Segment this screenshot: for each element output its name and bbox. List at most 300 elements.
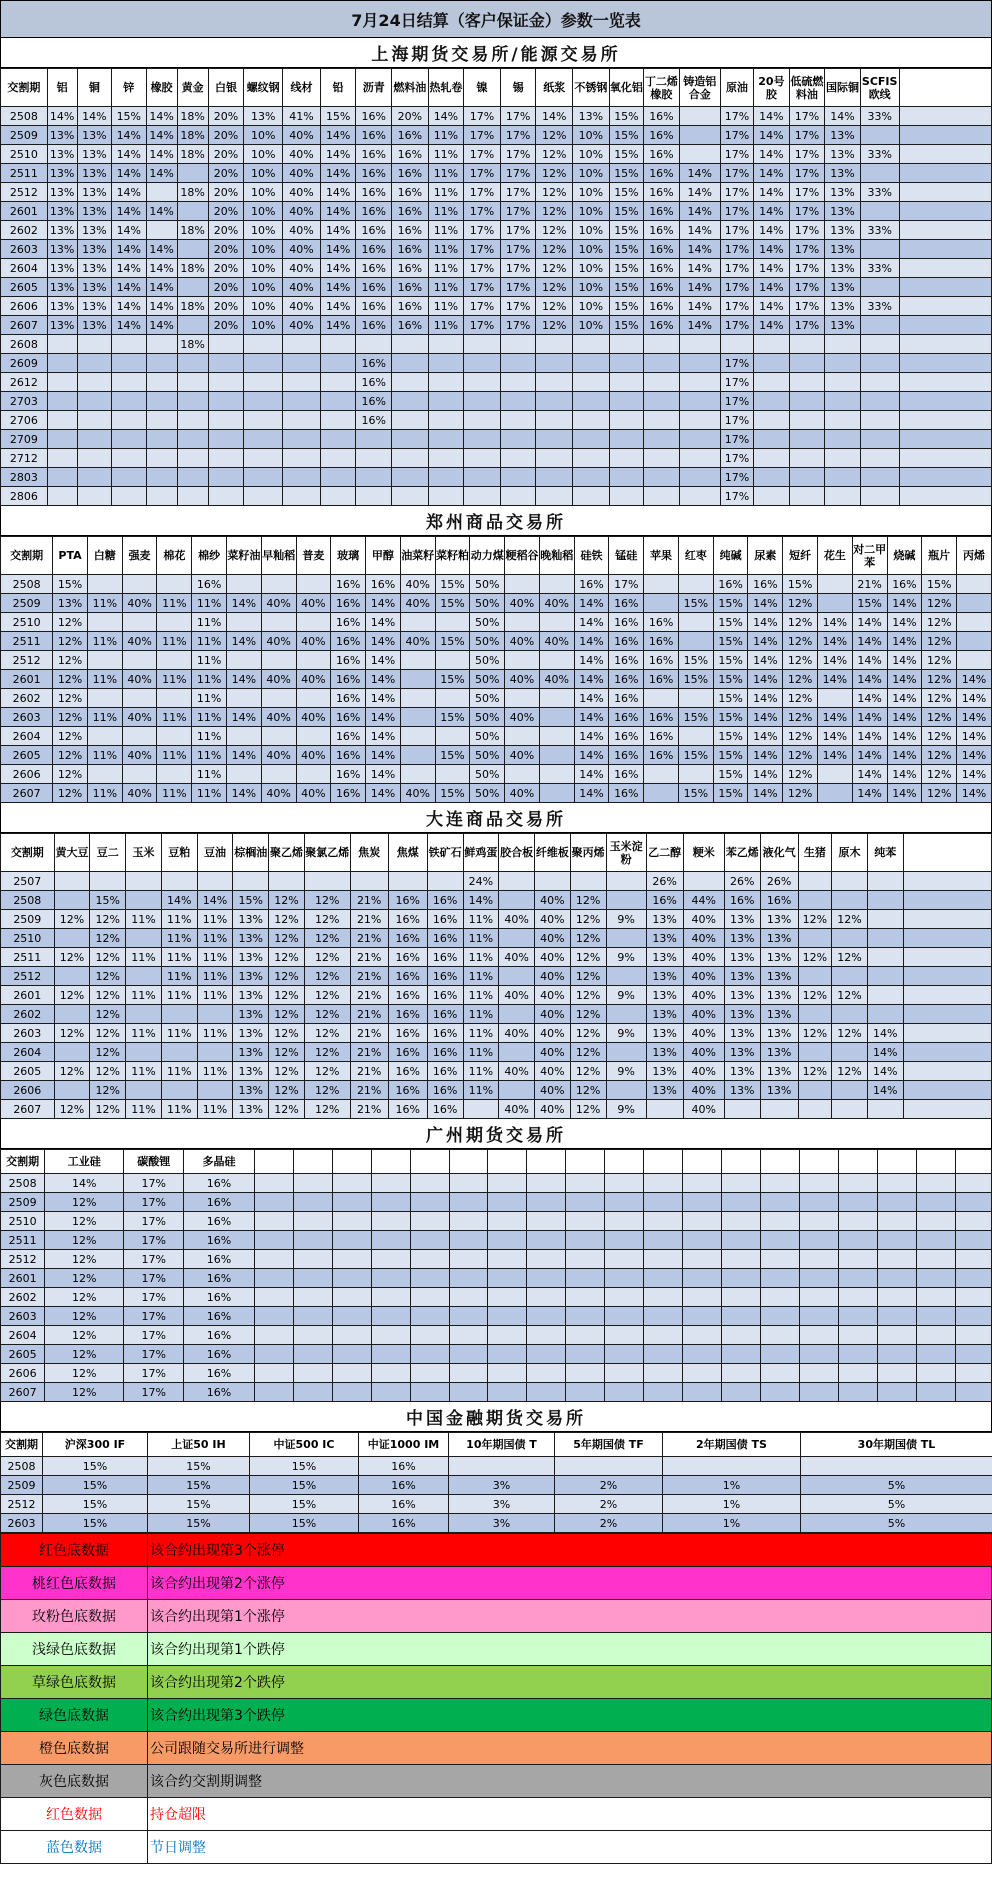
- margin-rate-cell: 40%: [535, 891, 571, 910]
- margin-rate-cell: 13%: [724, 1024, 760, 1043]
- margin-rate-cell: 40%: [499, 1024, 535, 1043]
- margin-rate-cell: [606, 1081, 646, 1100]
- margin-rate-cell: 14%: [574, 765, 609, 784]
- margin-rate-cell: 11%: [197, 929, 233, 948]
- margin-rate-cell: 40%: [296, 784, 331, 803]
- margin-rate-cell: [283, 430, 321, 449]
- margin-rate-cell: [126, 1005, 162, 1024]
- margin-rate-cell: 11%: [197, 910, 233, 929]
- margin-rate-cell: 21%: [350, 948, 388, 967]
- table-row: [1, 1326, 992, 1345]
- margin-rate-cell: [609, 392, 643, 411]
- margin-rate-cell: 16%: [391, 278, 428, 297]
- margin-rate-cell: [500, 354, 536, 373]
- margin-rate-cell: 14%: [957, 727, 992, 746]
- margin-rate-cell: [410, 1364, 449, 1383]
- margin-rate-cell: [488, 1174, 527, 1193]
- margin-rate-cell: [500, 335, 536, 354]
- table-row: [1, 411, 992, 430]
- margin-rate-cell: [878, 1212, 917, 1231]
- margin-rate-cell: 11%: [157, 594, 192, 613]
- margin-rate-cell: 11%: [428, 202, 464, 221]
- margin-rate-cell: [208, 449, 244, 468]
- margin-rate-cell: [112, 411, 146, 430]
- column-header: 菜籽油: [226, 537, 261, 575]
- margin-rate-cell: 40%: [499, 986, 535, 1005]
- margin-rate-cell: 13%: [77, 183, 111, 202]
- margin-rate-cell: 3%: [449, 1495, 555, 1514]
- margin-rate-cell: 40%: [505, 632, 540, 651]
- margin-rate-cell: [254, 1326, 293, 1345]
- column-header: 胶合板: [499, 834, 535, 872]
- margin-rate-cell: [320, 373, 356, 392]
- margin-rate-cell: 16%: [331, 708, 366, 727]
- margin-rate-cell: 21%: [350, 1024, 388, 1043]
- margin-rate-cell: 11%: [192, 594, 227, 613]
- margin-rate-cell: 17%: [720, 354, 753, 373]
- margin-rate-cell: [679, 411, 720, 430]
- column-header: 丙烯: [957, 537, 992, 575]
- margin-rate-cell: 14%: [428, 107, 464, 126]
- margin-rate-cell: [860, 449, 899, 468]
- margin-rate-cell: 16%: [356, 126, 392, 145]
- margin-rate-cell: 15%: [435, 632, 470, 651]
- margin-rate-cell: [226, 613, 261, 632]
- margin-rate-cell: 14%: [818, 651, 853, 670]
- margin-rate-cell: 13%: [646, 1024, 683, 1043]
- margin-rate-cell: 2%: [555, 1476, 663, 1495]
- margin-rate-cell: 14%: [852, 708, 887, 727]
- margin-rate-cell: [573, 392, 610, 411]
- table-row: [1, 1231, 992, 1250]
- delivery-period-cell: 2511: [1, 164, 48, 183]
- margin-rate-cell: 13%: [244, 107, 283, 126]
- margin-rate-cell: [293, 1383, 332, 1402]
- margin-rate-cell: 11%: [87, 746, 122, 765]
- margin-rate-cell: 15%: [713, 594, 748, 613]
- legend-description: 该合约出现第1个涨停: [148, 1600, 992, 1633]
- margin-rate-cell: 12%: [269, 1043, 305, 1062]
- margin-rate-cell: [197, 1081, 233, 1100]
- table-header-row: [1, 69, 992, 107]
- margin-rate-cell: 2%: [555, 1514, 663, 1533]
- margin-rate-cell: 16%: [644, 670, 679, 689]
- margin-rate-cell: [293, 1269, 332, 1288]
- margin-rate-cell: 21%: [350, 967, 388, 986]
- margin-rate-cell: 11%: [428, 145, 464, 164]
- margin-rate-cell: 12%: [570, 1100, 606, 1119]
- margin-rate-cell: [208, 354, 244, 373]
- margin-rate-cell: [683, 872, 724, 891]
- margin-rate-cell: 13%: [47, 126, 77, 145]
- margin-rate-cell: 17%: [464, 316, 501, 335]
- margin-rate-cell: 40%: [122, 784, 157, 803]
- margin-rate-cell: 11%: [161, 1024, 197, 1043]
- margin-rate-cell: [505, 765, 540, 784]
- margin-rate-cell: 17%: [464, 221, 501, 240]
- margin-rate-cell: 17%: [464, 107, 501, 126]
- margin-rate-cell: [449, 1288, 488, 1307]
- margin-rate-cell: 16%: [331, 670, 366, 689]
- margin-rate-cell: [177, 278, 208, 297]
- margin-rate-cell: 16%: [427, 929, 463, 948]
- margin-rate-cell: [371, 1345, 410, 1364]
- margin-rate-cell: [47, 449, 77, 468]
- margin-rate-cell: [54, 929, 90, 948]
- margin-rate-cell: 14%: [748, 746, 783, 765]
- column-header: 豆油: [197, 834, 233, 872]
- margin-rate-cell: [955, 1288, 991, 1307]
- margin-rate-cell: [878, 1364, 917, 1383]
- margin-rate-cell: [955, 1212, 991, 1231]
- margin-rate-cell: [488, 1307, 527, 1326]
- margin-rate-cell: [161, 872, 197, 891]
- margin-rate-cell: [644, 335, 680, 354]
- column-header: 棉花: [157, 537, 192, 575]
- margin-rate-cell: [122, 613, 157, 632]
- margin-rate-cell: [391, 354, 428, 373]
- margin-rate-cell: 13%: [724, 967, 760, 986]
- margin-rate-cell: [867, 872, 903, 891]
- margin-rate-cell: [254, 1364, 293, 1383]
- margin-rate-cell: 11%: [192, 613, 227, 632]
- margin-rate-cell: 44%: [683, 891, 724, 910]
- margin-rate-cell: [798, 872, 832, 891]
- margin-rate-cell: [527, 1288, 566, 1307]
- margin-rate-cell: 12%: [536, 316, 573, 335]
- margin-rate-cell: 14%: [146, 316, 177, 335]
- margin-rate-cell: [566, 1250, 605, 1269]
- margin-rate-cell: 15%: [148, 1476, 250, 1495]
- margin-rate-cell: [957, 613, 992, 632]
- column-header: 红枣: [678, 537, 713, 575]
- margin-rate-cell: [464, 468, 501, 487]
- margin-rate-cell: [722, 1288, 761, 1307]
- margin-rate-cell: 16%: [391, 164, 428, 183]
- margin-rate-cell: [283, 373, 321, 392]
- margin-rate-cell: [878, 1307, 917, 1326]
- margin-rate-cell: [789, 354, 825, 373]
- margin-rate-cell: 16%: [388, 986, 427, 1005]
- margin-rate-cell: 12%: [798, 910, 832, 929]
- margin-rate-cell: [293, 1288, 332, 1307]
- margin-rate-cell: [955, 1307, 991, 1326]
- margin-rate-cell: 12%: [832, 1062, 868, 1081]
- margin-rate-cell: [161, 1005, 197, 1024]
- margin-rate-cell: 40%: [535, 986, 571, 1005]
- margin-rate-cell: 14%: [679, 240, 720, 259]
- margin-rate-cell: 12%: [922, 613, 957, 632]
- margin-rate-cell: 14%: [320, 164, 356, 183]
- column-header: 短纤: [783, 537, 818, 575]
- margin-rate-cell: [500, 430, 536, 449]
- margin-rate-cell: [867, 967, 903, 986]
- margin-rate-cell: [499, 1043, 535, 1062]
- column-header: [332, 1150, 371, 1174]
- margin-rate-cell: [356, 487, 392, 506]
- table-row: [1, 221, 992, 240]
- margin-rate-cell: 14%: [574, 746, 609, 765]
- margin-rate-cell: 15%: [852, 594, 887, 613]
- margin-rate-cell: [410, 1193, 449, 1212]
- margin-rate-cell: 21%: [350, 1005, 388, 1024]
- margin-rate-cell: 16%: [427, 967, 463, 986]
- margin-rate-cell: 17%: [500, 240, 536, 259]
- delivery-period-cell: 2603: [1, 240, 48, 259]
- margin-rate-cell: 11%: [126, 1062, 162, 1081]
- margin-rate-cell: 16%: [359, 1476, 449, 1495]
- column-header: 交割期: [1, 834, 55, 872]
- margin-rate-cell: 17%: [789, 316, 825, 335]
- delivery-period-cell: 2508: [1, 575, 53, 594]
- margin-rate-cell: [208, 487, 244, 506]
- margin-rate-cell: 11%: [428, 164, 464, 183]
- margin-rate-cell: [146, 468, 177, 487]
- margin-rate-cell: [800, 1364, 839, 1383]
- margin-rate-cell: 16%: [760, 891, 798, 910]
- margin-rate-cell: [146, 411, 177, 430]
- legend-label: 蓝色数据: [1, 1831, 148, 1864]
- margin-rate-cell: [47, 411, 77, 430]
- margin-rate-cell: 12%: [304, 1024, 350, 1043]
- margin-rate-cell: 16%: [388, 929, 427, 948]
- margin-rate-cell: [573, 354, 610, 373]
- margin-rate-cell: [573, 468, 610, 487]
- margin-rate-cell: 14%: [852, 689, 887, 708]
- margin-rate-cell: [539, 651, 574, 670]
- delivery-period-cell: 2605: [1, 1345, 45, 1364]
- margin-rate-cell: 40%: [535, 1024, 571, 1043]
- table-row: [1, 1307, 992, 1326]
- delivery-period-cell: 2510: [1, 613, 53, 632]
- margin-rate-cell: [916, 1326, 955, 1345]
- delivery-period-cell: 2508: [1, 1174, 45, 1193]
- margin-rate-cell: 12%: [922, 689, 957, 708]
- margin-rate-cell: [449, 1457, 555, 1476]
- margin-rate-cell: 11%: [463, 1081, 499, 1100]
- margin-rate-cell: [789, 411, 825, 430]
- margin-rate-cell: 14%: [679, 202, 720, 221]
- margin-rate-cell: [860, 392, 899, 411]
- margin-rate-cell: [161, 1043, 197, 1062]
- margin-rate-cell: [428, 449, 464, 468]
- margin-rate-cell: 16%: [644, 746, 679, 765]
- margin-rate-cell: 11%: [428, 278, 464, 297]
- table-row: [1, 354, 992, 373]
- margin-rate-cell: 16%: [391, 202, 428, 221]
- margin-rate-cell: [644, 1383, 683, 1402]
- margin-rate-cell: [244, 430, 283, 449]
- margin-rate-cell: [724, 1100, 760, 1119]
- margin-rate-cell: [644, 784, 679, 803]
- margin-rate-cell: [527, 1231, 566, 1250]
- margin-rate-cell: 14%: [852, 651, 887, 670]
- margin-rate-cell: [536, 430, 573, 449]
- margin-rate-cell: 15%: [43, 1457, 148, 1476]
- margin-rate-cell: 13%: [825, 183, 861, 202]
- margin-rate-cell: [122, 689, 157, 708]
- margin-rate-cell: [126, 1043, 162, 1062]
- margin-rate-cell: [293, 1231, 332, 1250]
- margin-rate-cell: [371, 1307, 410, 1326]
- margin-rate-cell: [678, 689, 713, 708]
- margin-rate-cell: 16%: [184, 1364, 255, 1383]
- margin-rate-cell: [488, 1231, 527, 1250]
- margin-rate-cell: [754, 411, 790, 430]
- margin-rate-cell: 12%: [536, 259, 573, 278]
- column-header: 10年期国债 T: [449, 1433, 555, 1457]
- margin-rate-cell: 20%: [208, 145, 244, 164]
- margin-rate-cell: [283, 354, 321, 373]
- margin-rate-cell: 12%: [570, 1062, 606, 1081]
- margin-rate-cell: [77, 373, 111, 392]
- margin-rate-cell: [449, 1212, 488, 1231]
- margin-rate-cell: 13%: [724, 1081, 760, 1100]
- margin-rate-cell: 12%: [570, 929, 606, 948]
- margin-rate-cell: [428, 354, 464, 373]
- margin-rate-cell: 21%: [350, 929, 388, 948]
- margin-rate-cell: [296, 575, 331, 594]
- margin-rate-cell: [644, 354, 680, 373]
- margin-rate-cell: [800, 1250, 839, 1269]
- column-header: 锰硅: [609, 537, 644, 575]
- margin-rate-cell: 13%: [77, 221, 111, 240]
- margin-rate-cell: 16%: [356, 411, 392, 430]
- margin-rate-cell: 20%: [208, 259, 244, 278]
- margin-rate-cell: 26%: [724, 872, 760, 891]
- margin-rate-cell: [500, 411, 536, 430]
- margin-rate-cell: 16%: [388, 1005, 427, 1024]
- column-header: 鲜鸡蛋: [463, 834, 499, 872]
- margin-rate-cell: 13%: [760, 929, 798, 948]
- margin-rate-cell: 40%: [683, 948, 724, 967]
- column-header: 纤维板: [535, 834, 571, 872]
- margin-rate-cell: 15%: [609, 202, 643, 221]
- margin-rate-cell: [428, 487, 464, 506]
- column-header: 热轧卷: [428, 69, 464, 107]
- margin-rate-cell: [789, 430, 825, 449]
- margin-rate-cell: 11%: [192, 765, 227, 784]
- margin-rate-cell: [916, 1383, 955, 1402]
- column-header: 工业硅: [45, 1150, 124, 1174]
- margin-rate-cell: [293, 1250, 332, 1269]
- margin-rate-cell: 40%: [283, 259, 321, 278]
- margin-rate-cell: [678, 632, 713, 651]
- margin-rate-cell: 14%: [818, 632, 853, 651]
- margin-rate-cell: 14%: [226, 784, 261, 803]
- column-header: 交割期: [1, 1150, 45, 1174]
- margin-rate-cell: 13%: [825, 145, 861, 164]
- margin-rate-cell: [839, 1326, 878, 1345]
- table-row: [1, 670, 992, 689]
- margin-rate-cell: [566, 1345, 605, 1364]
- margin-rate-cell: 17%: [500, 259, 536, 278]
- margin-rate-cell: [371, 1231, 410, 1250]
- margin-rate-cell: [605, 1345, 644, 1364]
- margin-rate-cell: 12%: [570, 986, 606, 1005]
- margin-rate-cell: 14%: [887, 632, 922, 651]
- margin-rate-cell: 14%: [867, 1024, 903, 1043]
- margin-rate-cell: 13%: [760, 967, 798, 986]
- margin-rate-cell: 12%: [570, 1024, 606, 1043]
- margin-rate-cell: 14%: [320, 259, 356, 278]
- margin-rate-cell: [261, 613, 296, 632]
- margin-rate-cell: [464, 449, 501, 468]
- margin-rate-cell: 12%: [45, 1269, 124, 1288]
- margin-rate-cell: [388, 872, 427, 891]
- margin-rate-cell: 12%: [45, 1193, 124, 1212]
- margin-rate-cell: 14%: [748, 689, 783, 708]
- margin-rate-cell: 40%: [683, 967, 724, 986]
- margin-rate-cell: 17%: [720, 221, 753, 240]
- margin-rate-cell: 12%: [269, 1081, 305, 1100]
- margin-rate-cell: 13%: [77, 202, 111, 221]
- margin-rate-cell: 14%: [679, 316, 720, 335]
- margin-rate-cell: [761, 1288, 800, 1307]
- margin-rate-cell: 40%: [400, 632, 435, 651]
- margin-rate-cell: 11%: [192, 784, 227, 803]
- delivery-period-cell: 2607: [1, 1100, 55, 1119]
- margin-rate-cell: [536, 411, 573, 430]
- margin-rate-cell: 40%: [283, 297, 321, 316]
- margin-rate-cell: 14%: [574, 670, 609, 689]
- margin-rate-cell: 11%: [192, 727, 227, 746]
- column-header: 聚丙烯: [570, 834, 606, 872]
- margin-rate-cell: [391, 411, 428, 430]
- margin-rate-cell: [208, 468, 244, 487]
- margin-rate-cell: [244, 392, 283, 411]
- margin-rate-cell: [644, 1364, 683, 1383]
- margin-rate-cell: 16%: [609, 651, 644, 670]
- margin-rate-cell: [683, 1288, 722, 1307]
- margin-rate-cell: 13%: [825, 259, 861, 278]
- margin-rate-cell: [839, 1269, 878, 1288]
- margin-rate-cell: 14%: [112, 164, 146, 183]
- margin-rate-cell: 40%: [535, 1062, 571, 1081]
- margin-rate-cell: [400, 765, 435, 784]
- margin-rate-cell: 14%: [112, 297, 146, 316]
- margin-table: [0, 68, 992, 506]
- margin-rate-cell: [957, 575, 992, 594]
- margin-rate-cell: 14%: [463, 891, 499, 910]
- margin-rate-cell: 12%: [90, 910, 126, 929]
- margin-rate-cell: 17%: [789, 126, 825, 145]
- margin-rate-cell: 40%: [261, 784, 296, 803]
- margin-rate-cell: 14%: [574, 651, 609, 670]
- margin-rate-cell: 14%: [366, 689, 401, 708]
- column-header: 棕榈油: [233, 834, 269, 872]
- margin-rate-cell: [903, 986, 991, 1005]
- table-row: [1, 1193, 992, 1212]
- table-row: [1, 1043, 992, 1062]
- margin-rate-cell: [177, 449, 208, 468]
- margin-rate-cell: [839, 1383, 878, 1402]
- delivery-period-cell: 2511: [1, 632, 53, 651]
- margin-rate-cell: [400, 670, 435, 689]
- margin-rate-cell: 11%: [157, 784, 192, 803]
- margin-rate-cell: [261, 651, 296, 670]
- margin-rate-cell: [798, 967, 832, 986]
- margin-rate-cell: [761, 1231, 800, 1250]
- margin-rate-cell: 12%: [570, 1005, 606, 1024]
- margin-rate-cell: 17%: [720, 297, 753, 316]
- margin-rate-cell: [527, 1307, 566, 1326]
- table-row: [1, 948, 992, 967]
- margin-rate-cell: 1%: [663, 1476, 801, 1495]
- margin-rate-cell: [244, 449, 283, 468]
- delivery-period-cell: 2512: [1, 183, 48, 202]
- margin-rate-cell: 10%: [244, 259, 283, 278]
